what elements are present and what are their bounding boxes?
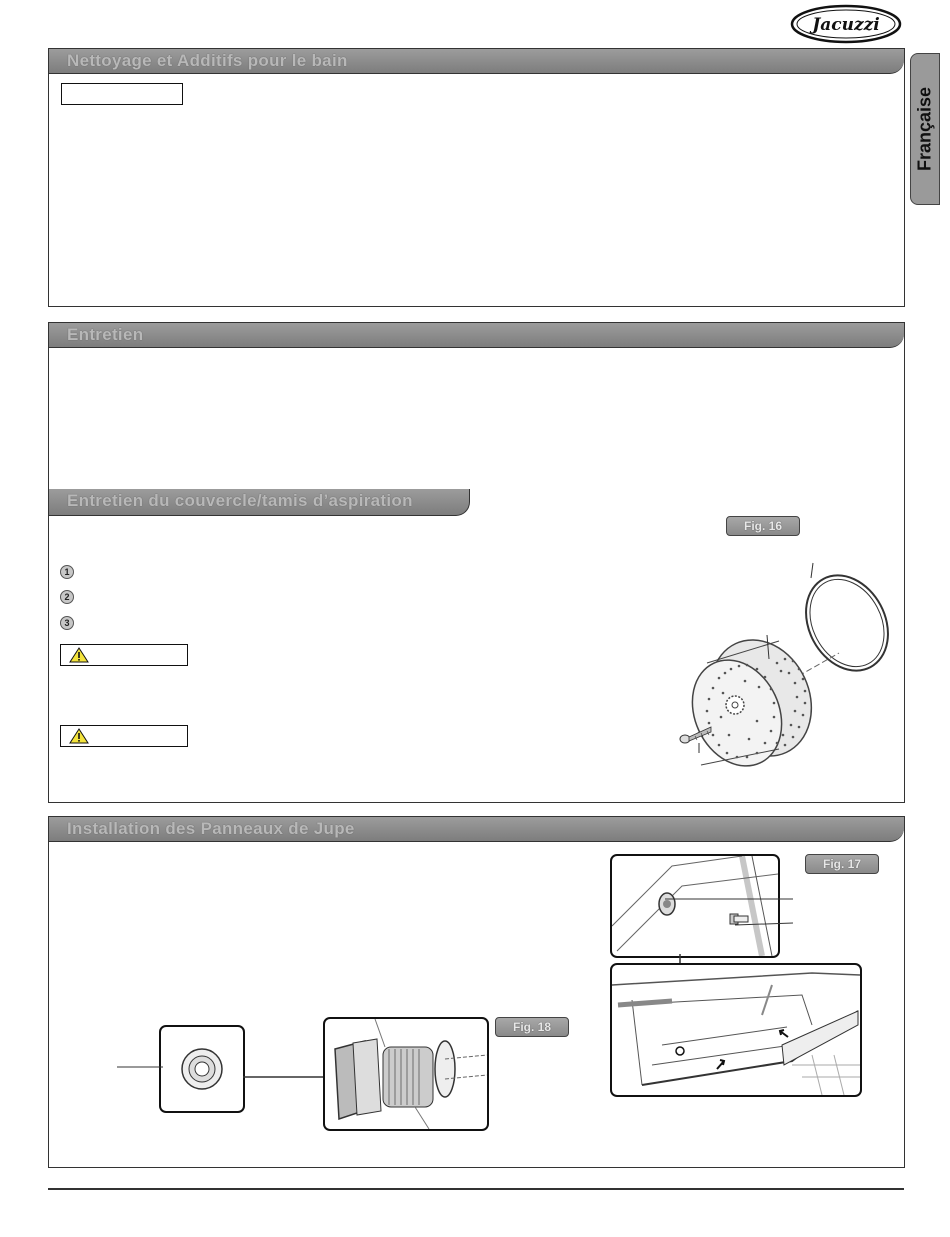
suction-header [49, 489, 470, 516]
skirt-header [49, 817, 904, 842]
footer-rule [48, 1188, 904, 1190]
o-ring-illustration [790, 561, 899, 685]
language-tab-label: Française [914, 86, 935, 172]
jacuzzi-logo [790, 4, 902, 44]
fig18-fitting-photo [159, 1025, 245, 1113]
fig16-label: Fig. 16 [726, 516, 800, 536]
warning-icon [69, 728, 89, 744]
fig18-closeup-photo [323, 1017, 489, 1131]
fig18-label: Fig. 18 [495, 1017, 569, 1037]
suction-title: Entretien du couvercle/tamis d’aspiration [67, 491, 413, 510]
fig17-tub-photo [610, 963, 862, 1097]
skirt-title: Installation des Panneaux de Jupe [67, 819, 355, 838]
cleaning-header [49, 49, 904, 74]
step-1-badge: 1 [60, 565, 74, 579]
fig18-connector [243, 1075, 325, 1079]
maintenance-header [49, 323, 904, 348]
caution-box-1 [60, 644, 188, 666]
skirt-section [48, 816, 905, 1168]
fig17-label: Fig. 17 [805, 854, 879, 874]
step-2-badge: 2 [60, 590, 74, 604]
step-3-badge: 3 [60, 616, 74, 630]
cleaning-title: Nettoyage et Additifs pour le bain [67, 51, 348, 70]
suction-cover-illustration [649, 553, 899, 793]
cleaning-section [48, 48, 905, 307]
fig17-callouts [665, 897, 805, 937]
notice-box [61, 83, 183, 105]
logo-text: Jacuzzi [812, 15, 880, 35]
maintenance-section [48, 322, 905, 803]
maintenance-title: Entretien [67, 325, 144, 344]
caution-box-2 [60, 725, 188, 747]
language-tab[interactable] [910, 53, 940, 205]
fig18-callout [117, 1065, 163, 1069]
warning-icon [69, 647, 89, 663]
